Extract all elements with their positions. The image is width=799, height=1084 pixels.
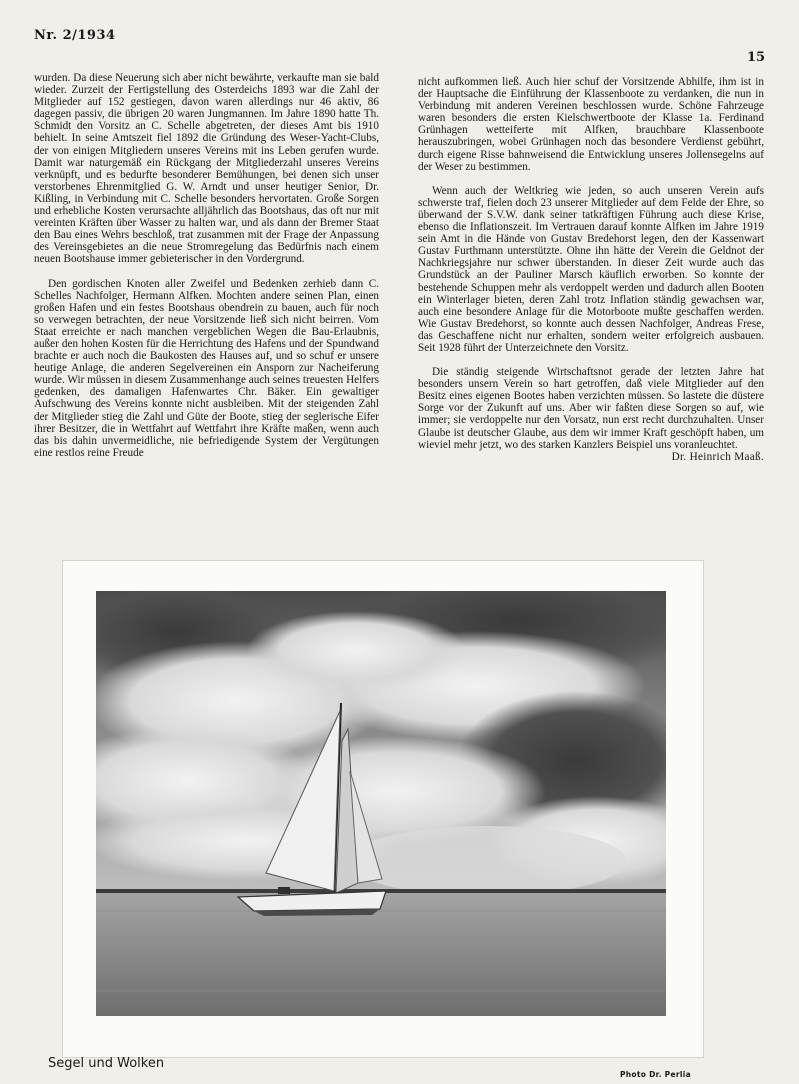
- paragraph: wurden. Da diese Neuerung sich aber nicht bewährte, verkaufte man sie bald wieder. Zurzeit der Fertigstellung des Osterdeichs 1893 war die Zahl der Mitglieder auf 152 gestiegen, davon waren allerdings nur 46 aktiv, 86 dagegen passiv, die übrigen 20 waren Jungmannen. Im Jahre 1890 hatte Th. Schmidt den Vorsitz an C. Schelle abgetreten, der dieses Amt bis 1910 behielt. In seine Amtszeit fiel 1892 die Gründung des Weser-Yacht-Clubs, der von einigen Mitgliedern unseres Vereins mit ins Leben gerufen wurde. Damit war naturgemäß ein Rückgang der Mitgliederzahl unseres Vereins verknüpft, und es bedurfte besonderer Bemühungen, bei denen sich unser verstorbenes Ehrenmitglied G. W. Arndt und unser heutiger Senior, Dr. Kißling, in Verbindung mit C. Schelle besonders hervortaten. Große Sorgen und erhebliche Kosten verursachte alljährlich das Bootshaus, das oft nur mit vereinten Kräften über Wasser zu halten war, und als dann der Bremer Staat den Bau eines Wehrs beschloß, trat zusammen mit der Frage der Anpassung des Vereinsgebietes an die neue Stromregelung das Bedürfnis nach einem neuen Bootshause immer gebieterischer in den Vordergrund.: [34, 72, 379, 266]
- paragraph: nicht aufkommen ließ. Auch hier schuf der Vorsitzende Abhilfe, ihm ist in der Hauptsache die Einführung der Klassenboote zu verdanken, die nun in Verbindung mit anderen Vereinen beschlossen wurde. Schöne Fahrzeuge waren besonders die ersten Kielschwertboote der Klasse 1a. Ferdinand Grünhagen wetteiferte mit Alfken, brauchbare Klassenboote herauszubringen, wobei Grünhagen noch das besondere Verdienst gebührt, durch eigene Risse bahnweisend die Entwicklung unseres Jollensegelns auf der Weser zu bestimmen.: [418, 76, 764, 173]
- sailboat-photo: [96, 591, 666, 1016]
- issue-number: Nr. 2/1934: [34, 28, 116, 43]
- article-left-column: [34, 72, 379, 459]
- photo-caption: Segel und Wolken: [48, 1056, 165, 1071]
- paragraph: Wenn auch der Weltkrieg wie jeden, so auch unseren Verein aufs schwerste traf, fielen doch 23 unserer Mitglieder auf dem Felde der Ehre, so überwand der S.V.W. dank seiner tatkräftigen Führung auch diese Krise, ebenso die Inflationszeit. Im Vertrauen darauf konnte Alfken im Jahre 1919 sein Amt in die Hände von Gustav Bredehorst legen, den der Kassenwart Gustav Furthmann unterstützte. Ohne ihn hätte der Verein die Geldnot der Nachkriegsjahre nur schwer überstanden. In dieser Zeit wurde auch das Grundstück an der Pauliner Marsch käuflich erworben. So konnte der bestehende Schuppen mehr als verdoppelt werden und dadurch allen Booten ein Winterlager bieten, deren Zahl trotz Inflation ständig gewachsen war, auch eine besondere Anlage für die Motorboote mußte geschaffen werden. Wie Gustav Bredehorst, so konnte auch dessen Nachfolger, Andreas Frese, das Geschaffene nicht nur erhalten, sondern weiter erfolgreich ausbauen. Seit 1928 führt der Unterzeichnete den Vorsitz.: [418, 184, 764, 354]
- author-signature: Dr. Heinrich Maaß.: [671, 450, 764, 463]
- page-number: 15: [747, 50, 766, 65]
- paragraph: Den gordischen Knoten aller Zweifel und Bedenken zerhieb dann C. Schelles Nachfolger, Hermann Alfken. Mochten andere seinen Plan, einen großen Hafen und ein festes Bootshaus obendrein zu bauen, auch für noch so verwegen betrachten, der neue Vorsitzende ließ sich nicht beirren. Vom Staat erreichte er nach manchen vergeblichen Wegen die Bau-Erlaubnis, außer den hohen Kosten für die Herrichtung des Hafens und der Spundwand brachte er auch noch die Baukosten des Hauses auf, und so schuf er unsere heutige Anlage, die anderen Segelvereinen ein Ansporn zur Nacheiferung wurde. Wir müssen in diesem Zusammenhange auch seines treuesten Helfers gedenken, des damaligen Hafenwartes Chr. Bäker. Ein gewaltiger Aufschwung des Vereins konnte nicht ausbleiben. Mit der steigenden Zahl der Mitglieder stieg die Zahl und Güte der Boote, stieg der seglerische Eifer ihrer Besitzer, die in Wettfahrt auf Wettfahrt ihre Kräfte maßen, wenn auch das bis dahin unvermeidliche, nie befriedigende System der Vergütungen eine restlos reine Freude: [34, 277, 379, 459]
- article-right-column: [418, 76, 764, 463]
- paragraph: Die ständig steigende Wirtschaftsnot gerade der letzten Jahre hat besonders unsern Verein so hart getroffen, daß viele Mitglieder auf den Besitz eines eigenen Bootes haben verzichten müssen. So lastete die düstere Sorge vor der Zukunft auf uns. Aber wir faßten diese Sorgen so auf, wie immer; sie verdoppelte nur den Vorsatz, nun erst recht durchzuhalten. Unser Glaube ist deutscher Glaube, aus dem wir immer Kraft geschöpft haben, um wieviel mehr jetzt, wo des starken Kanzlers Beispiel uns voranleuchtet.: [418, 366, 764, 451]
- photo-credit: Photo Dr. Perlia: [620, 1070, 691, 1079]
